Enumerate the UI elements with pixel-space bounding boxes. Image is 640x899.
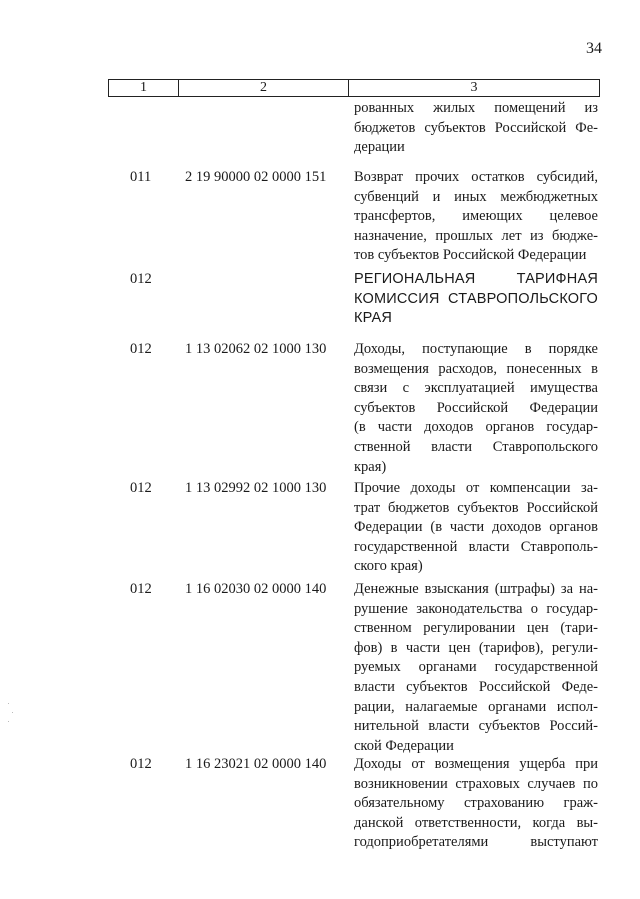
admin-code: 011 [130,169,152,185]
section-title [354,270,598,329]
row-description [354,479,598,577]
table-header [108,79,600,97]
description-line: Доходы, поступающие в порядке [354,341,598,357]
admin-code: 012 [130,756,152,772]
description-line: власти субъектов Российской Феде- [354,678,598,695]
page-number: 34 [586,40,602,57]
scan-speck [8,721,9,722]
row-description [354,168,598,266]
row-description [354,340,598,477]
description-line: (в части доходов органов государ- [354,419,598,436]
description-line: трансфертов, имеющих целевое [354,208,598,225]
kbk-code: 1 13 02992 02 1000 130 [185,480,327,496]
description-line: Федерации (в части доходов органов [354,519,598,536]
description-line: ственном регулировании цен (тари- [354,620,598,637]
description-line: РЕГИОНАЛЬНАЯ ТАРИФНАЯ [354,271,598,287]
description-line: края) [354,458,387,475]
row-description [354,755,598,853]
kbk-code: 1 16 23021 02 0000 140 [185,756,327,772]
description-line: ской Федерации [354,737,454,754]
description-line: КРАЯ [354,310,393,327]
admin-code: 012 [130,480,152,496]
description-line: Возврат прочих остатков субсидий, [354,169,598,185]
description-line: руемых органами государственной [354,659,598,676]
kbk-code: 2 19 90000 02 0000 151 [185,169,327,185]
description-line: возникновении страховых случаев по [354,775,598,792]
description-line: КОМИССИЯ СТАВРОПОЛЬСКОГО [354,290,598,307]
description-line: Денежные взыскания (штрафы) за на- [354,581,598,597]
kbk-code: 1 13 02062 02 1000 130 [185,341,327,357]
description-line: тов субъектов Российской Федерации [354,247,587,264]
description-line: рации, налагаемые органами испол- [354,698,598,715]
kbk-code: 1 16 02030 02 0000 140 [185,581,327,597]
description-line: дерации [354,139,405,156]
description-line: ского края) [354,558,423,575]
description-line: Доходы от возмещения ущерба при [354,756,598,772]
scan-speck [12,712,13,713]
description-line: рушение законодательства о государ- [354,600,598,617]
description-line: бюджетов субъектов Российской Фе- [354,119,598,136]
scan-speck [8,703,9,704]
header-col-1: 1 [109,80,179,96]
description-line: обязательному страхованию граж- [354,795,598,812]
description-line: годоприобретателями выступают [354,834,598,851]
row-description [354,580,598,756]
description-line: данской ответственности, когда вы- [354,814,598,831]
description-line: Прочие доходы от компенсации за- [354,480,598,496]
description-line: ственной власти Ставропольского [354,438,598,455]
admin-code: 012 [130,341,152,357]
header-col-3: 3 [470,80,478,95]
description-line: субвенций и иных межбюджетных [354,188,598,205]
description-line: рованных жилых помещений из [354,100,598,116]
description-line: трат бюджетов субъектов Российской [354,499,598,516]
description-line: назначение, прошлых лет из бюдже- [354,227,598,244]
description-line: государственной власти Ставрополь- [354,538,598,555]
header-col-2: 2 [179,80,349,96]
description-line: субъектов Российской Федерации [354,399,598,416]
description-line: фов) в части цен (тарифов), регули- [354,639,598,656]
description-line: возмещения расходов, понесенных в [354,360,598,377]
description-line: связи с эксплуатацией имущества [354,380,598,397]
row-description [354,99,598,158]
admin-code: 012 [130,581,152,597]
description-line: нительной власти субъектов Россий- [354,718,598,735]
admin-code: 012 [130,271,152,287]
